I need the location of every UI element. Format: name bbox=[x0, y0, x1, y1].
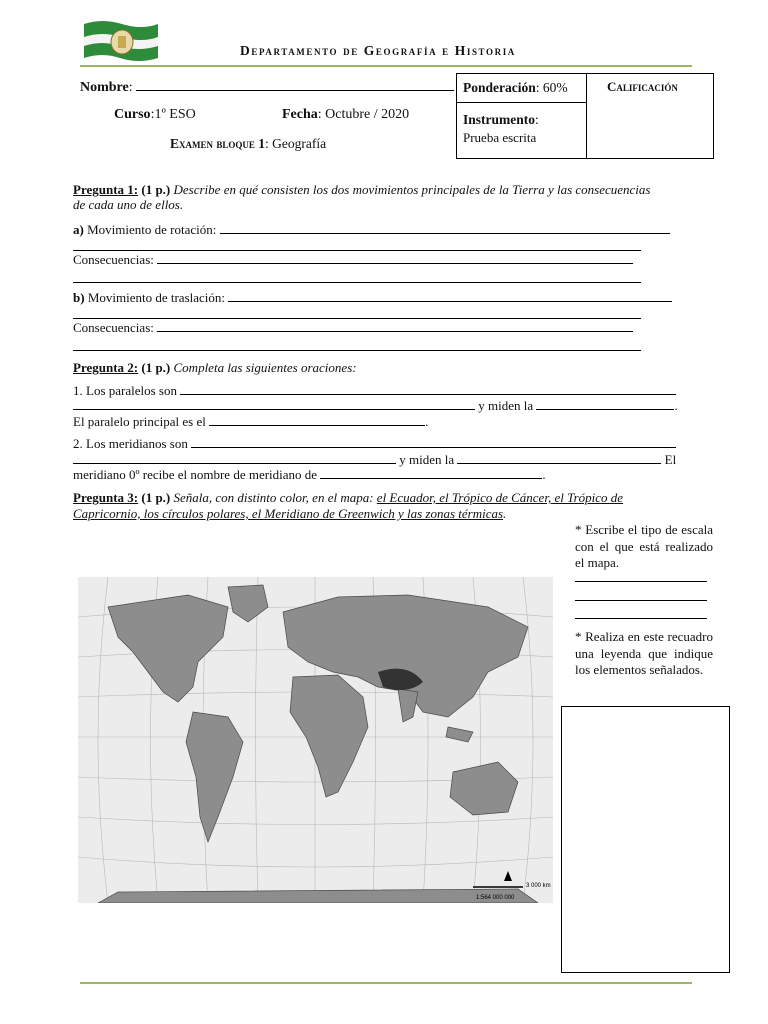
q2-s2-line-3[interactable] bbox=[457, 463, 661, 464]
q2-s2d: meridiano 0º recibe el nombre de meridiano de bbox=[73, 467, 318, 482]
name-label: Nombre bbox=[80, 80, 129, 95]
q3-prompt-c: Capricornio, los círculos polares, el Meridiano de Greenwich y las zonas térmicas bbox=[73, 506, 504, 521]
q1-b-text: Movimiento de traslación: bbox=[87, 290, 226, 305]
scale-answer-line[interactable] bbox=[575, 581, 707, 582]
q1-a-label: a) bbox=[73, 222, 84, 237]
q1-b-answer-line[interactable] bbox=[228, 301, 672, 302]
q1-prompt2: de cada uno de ellos. bbox=[73, 197, 184, 212]
course-label: Curso bbox=[114, 107, 151, 122]
legend-instruction: * Realiza en este recuadro una leyenda que indique los elementos señalados. bbox=[575, 629, 713, 677]
q1-title: Pregunta 1: bbox=[73, 182, 139, 197]
exam-label: Examen bloque 1 bbox=[170, 136, 266, 151]
q1-b-row bbox=[73, 290, 672, 306]
scale-answer-line[interactable] bbox=[575, 618, 707, 619]
q3-heading-2: Capricornio, los círculos polares, el Meridiano de Greenwich y las zonas térmicas. bbox=[73, 506, 507, 521]
q2-s2c: El bbox=[664, 452, 677, 467]
school-logo bbox=[82, 18, 160, 62]
grading-box-divider-h bbox=[456, 102, 587, 103]
header-divider bbox=[80, 65, 692, 67]
q1-answer-line[interactable] bbox=[73, 250, 641, 251]
course-value: 1º ESO bbox=[154, 107, 196, 122]
q1-answer-line[interactable] bbox=[73, 282, 641, 283]
q2-s1-line-2[interactable] bbox=[73, 409, 475, 410]
q2-s1-row-3: El paralelo principal es el . bbox=[73, 414, 429, 429]
q2-s2-line-1[interactable] bbox=[191, 447, 676, 448]
q2-s1-line-3[interactable] bbox=[536, 409, 674, 410]
grade-input-area[interactable] bbox=[590, 100, 708, 152]
department-title: Departamento de Geografía e Historia bbox=[240, 43, 516, 58]
q2-s1a: 1. Los paralelos son bbox=[73, 383, 177, 398]
exam-value: Geografía bbox=[272, 136, 327, 151]
q1-prompt: Describe en qué consisten los dos movimientos principales de la Tierra y las consecuencias bbox=[173, 182, 651, 197]
instrument-value: Prueba escrita bbox=[463, 130, 537, 145]
q2-s1-row-2: y miden la . bbox=[73, 398, 678, 414]
q3-prompt-a: Señala, con distinto color, en el mapa: bbox=[173, 490, 374, 505]
date-row: Fecha: Octubre / 2020 bbox=[282, 107, 410, 122]
q2-s2-row bbox=[73, 436, 676, 452]
q1-a-consequences-line[interactable] bbox=[157, 263, 633, 264]
q1-a-consequences-label: Consecuencias: bbox=[73, 252, 154, 267]
q1-b-consequences-label: Consecuencias: bbox=[73, 320, 154, 335]
q3-heading bbox=[73, 490, 623, 506]
course-row: Curso:1º ESO bbox=[114, 107, 196, 122]
weight-cell: Ponderación: 60% bbox=[463, 80, 568, 95]
q1-a-row bbox=[73, 222, 670, 238]
weight-value: 60% bbox=[542, 80, 568, 95]
footer-divider bbox=[80, 982, 692, 984]
q2-s1-row bbox=[73, 383, 676, 399]
q1-points: (1 p.) bbox=[141, 182, 171, 197]
q1-a-text: Movimiento de rotación: bbox=[87, 222, 217, 237]
q2-s1-line-1[interactable] bbox=[180, 394, 676, 395]
q2-title: Pregunta 2: bbox=[73, 360, 139, 375]
q1-b-consequences-row bbox=[73, 320, 633, 336]
q1-a-answer-line[interactable] bbox=[220, 233, 670, 234]
q3-points: (1 p.) bbox=[141, 490, 171, 505]
q2-points: (1 p.) bbox=[141, 360, 171, 375]
q3-prompt-b: el Ecuador, el Trópico de Cáncer, el Trópico de bbox=[376, 490, 624, 505]
exam-row: Examen bloque 1: Geografía bbox=[170, 136, 327, 151]
svg-text:3 000 km: 3 000 km bbox=[526, 883, 551, 889]
q2-prompt: Completa las siguientes oraciones: bbox=[173, 360, 357, 375]
q2-s2-line-2[interactable] bbox=[73, 463, 396, 464]
grading-box-divider-v bbox=[586, 73, 587, 158]
svg-text:1:564 000 000: 1:564 000 000 bbox=[476, 895, 515, 901]
date-label: Fecha bbox=[282, 107, 318, 122]
q2-s1b: y miden la bbox=[478, 398, 534, 413]
q2-s1-line-4[interactable] bbox=[209, 425, 425, 426]
legend-box[interactable] bbox=[561, 706, 730, 973]
q1-answer-line[interactable] bbox=[73, 350, 641, 351]
q1-b-consequences-line[interactable] bbox=[157, 331, 633, 332]
date-value: Octubre / 2020 bbox=[325, 107, 410, 122]
scale-answer-line[interactable] bbox=[575, 600, 707, 601]
world-map[interactable] bbox=[78, 577, 553, 903]
q2-heading bbox=[73, 360, 357, 376]
q2-s2b: y miden la bbox=[399, 452, 455, 467]
scale-instruction: * Escribe el tipo de escala con el que está realizado el mapa. bbox=[575, 522, 713, 570]
q2-s2-row-3: meridiano 0º recibe el nombre de meridiano de . bbox=[73, 467, 546, 482]
q2-s2-line-4[interactable] bbox=[320, 478, 542, 479]
q1-b-label: b) bbox=[73, 290, 85, 305]
q1-answer-line[interactable] bbox=[73, 318, 641, 319]
q2-s1c: El paralelo principal es el bbox=[73, 414, 206, 429]
q1-a-consequences-row bbox=[73, 252, 633, 268]
grade-label: Calificación bbox=[607, 79, 678, 94]
q1-heading bbox=[73, 182, 650, 198]
weight-label: Ponderación bbox=[463, 80, 536, 95]
instrument-label: Instrumento bbox=[463, 112, 536, 127]
name-field[interactable] bbox=[136, 90, 454, 91]
name-row: Nombre: bbox=[80, 80, 454, 96]
q2-s2-row-2 bbox=[73, 452, 676, 468]
instrument-cell: Instrumento: bbox=[463, 112, 539, 127]
q3-title: Pregunta 3: bbox=[73, 490, 139, 505]
q2-s2a: 2. Los meridianos son bbox=[73, 436, 188, 451]
